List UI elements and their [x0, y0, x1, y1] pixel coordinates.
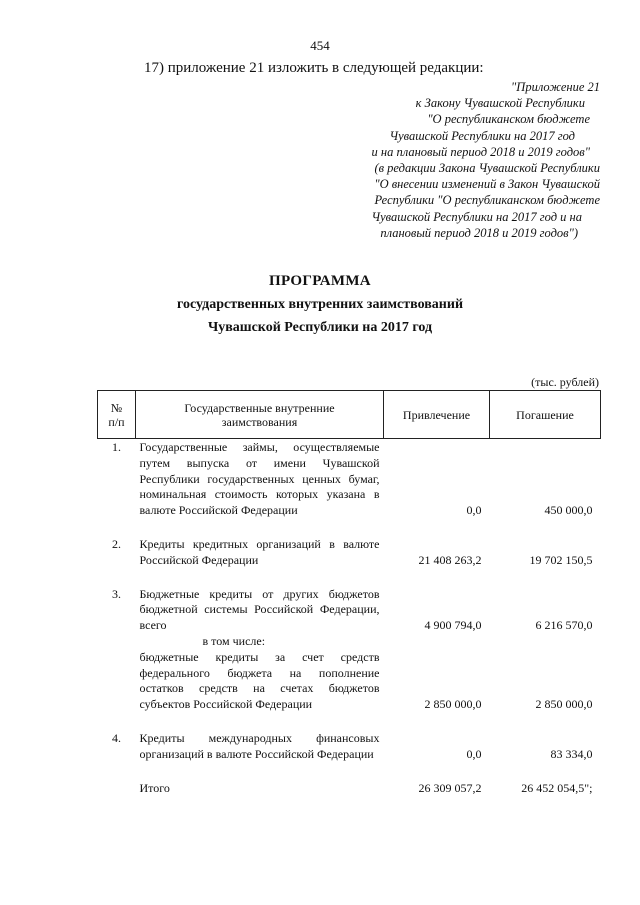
row-repayment: 19 702 150,5: [529, 552, 593, 567]
header-name: Государственные внутренние заимствования: [136, 391, 384, 439]
row-num: 4.: [112, 730, 121, 745]
units-label: (тыс. рублей): [531, 375, 599, 389]
appendix-line: "О республиканском бюджете: [427, 112, 590, 127]
appendix-line: Республики "О республиканском бюджете: [374, 193, 600, 208]
row-num: 2.: [112, 536, 121, 551]
appendix-line: "Приложение 21: [511, 80, 600, 94]
row-repayment: 83 334,0: [550, 746, 593, 761]
total-attraction: 26 309 057,2: [418, 780, 482, 795]
row-name: Кредиты кредитных организаций в валюте Российской Федерации: [139, 536, 380, 567]
row-attraction: 4 900 794,0: [424, 618, 482, 633]
borrowing-program-table: [97, 390, 601, 796]
appendix-line: плановый период 2018 и 2019 годов"): [380, 225, 578, 240]
appendix-line: Чувашской Республики на 2017 год: [389, 128, 575, 143]
row-repayment: 6 216 570,0: [535, 618, 593, 633]
row-name: Кредиты международных финансовых организаций в валюте Российской Федерации: [139, 730, 380, 761]
table-row: [98, 537, 601, 569]
appendix-line: и на плановый период 2018 и 2019 годов": [371, 144, 590, 159]
appendix-note: [300, 79, 600, 241]
page-number: 454: [310, 38, 330, 53]
total-label: Итого: [139, 780, 170, 795]
row-name: Бюджетные кредиты от других бюджетов бюджетной системы Российской Федерации, всего: [139, 586, 380, 633]
table-row: [98, 587, 601, 634]
amendment-intro: 17) приложение 21 изложить в следующей редакции:: [144, 60, 484, 76]
row-name-cell: [136, 634, 384, 713]
row-attraction: 2 850 000,0: [424, 697, 482, 712]
appendix-line: к Закону Чувашской Республики: [415, 96, 585, 111]
table-row: [98, 731, 601, 763]
header-num: № п/п: [98, 391, 136, 439]
table-row: [98, 439, 601, 519]
appendix-line: Чувашской Республики на 2017 год и на: [371, 209, 582, 224]
row-attraction: 0,0: [466, 746, 482, 761]
total-repayment: 26 452 054,5";: [521, 780, 593, 795]
header-attraction: Привлечение: [384, 391, 490, 439]
row-repayment: 2 850 000,0: [535, 697, 593, 712]
row-name: бюджетные кредиты за счет средств федерального бюджета на пополнение остатков средств на счетах бюджетов субъектов Российской Федерации: [139, 649, 380, 712]
table-total-row: [98, 781, 601, 797]
row-num: 3.: [112, 586, 121, 601]
row-repayment: 450 000,0: [544, 503, 593, 518]
header-repayment: Погашение: [490, 391, 601, 439]
table-header-row: [98, 391, 601, 439]
row-num: [98, 634, 136, 713]
row-num: 1.: [112, 440, 121, 454]
row-name-prefix: в том числе:: [202, 633, 266, 648]
appendix-line: (в редакции Закона Чувашской Республики: [374, 161, 600, 176]
row-attraction: 21 408 263,2: [418, 552, 482, 567]
document-title: ПРОГРАММА: [269, 273, 371, 289]
table-row: [98, 634, 601, 713]
row-attraction: 0,0: [466, 503, 482, 518]
appendix-line: "О внесении изменений в Закон Чувашской: [374, 177, 600, 192]
document-subtitle-year: Чувашской Республики на 2017 год: [207, 320, 433, 335]
document-subtitle: государственных внутренних заимствований: [176, 297, 464, 312]
row-name: Государственные займы, осуществляемые путем выпуска от имени Чувашской Республики государственных ценных бумаг, номинальная стоимость которых указана в валюте Российской Федерации: [139, 440, 380, 518]
